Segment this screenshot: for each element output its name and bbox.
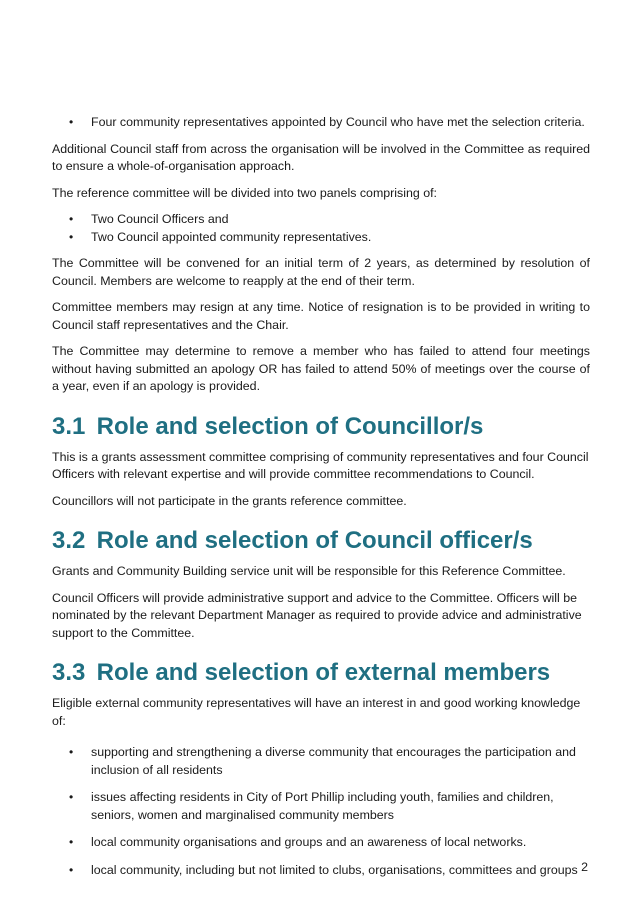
section-title: Role and selection of Council officer/s [96, 527, 533, 554]
list-item: • local community organisations and groups and an awareness of local networks. [52, 834, 590, 852]
section-number: 3.2 [52, 527, 86, 554]
list-item: • Four community representatives appointed by Council who have met the selection criteria. [52, 114, 590, 132]
external-members-bullet-list [52, 744, 590, 879]
page-number: 2 [581, 860, 588, 874]
section-title: Role and selection of Councillor/s [96, 412, 484, 440]
paragraph: The reference committee will be divided into two panels comprising of: [52, 185, 437, 200]
list-item: • Two Council Officers and [52, 211, 590, 229]
intro-bullet-list [52, 114, 590, 132]
section-heading-3-1 [52, 412, 590, 442]
list-item: • supporting and strengthening a diverse community that encourages the participation and inclusion of all residents [52, 744, 590, 779]
list-item: • issues affecting residents in City of Port Phillip including youth, families and children, seniors, women and marginalised community members [52, 789, 590, 824]
paragraph: The Committee may determine to remove a member who has failed to attend four meetings without having submitted an apology OR has failed to attend 50% of meetings over the course of a year, even if an apology is provided. [52, 344, 590, 393]
list-item: • local community, including but not limited to clubs, organisations, committees and groups [52, 862, 590, 880]
paragraph: Eligible external community representatives will have an interest in and good working knowledge of: [52, 696, 581, 728]
section-heading-3-2 [52, 526, 590, 556]
list-item: • Two Council appointed community representatives. [52, 229, 590, 247]
section-title: Role and selection of external members [96, 659, 551, 686]
section-heading-3-3 [52, 658, 590, 688]
document-page [52, 114, 590, 889]
paragraph: The Committee will be convened for an initial term of 2 years, as determined by resolution of Council. Members are welcome to reapply at the end of their term. [52, 256, 590, 288]
paragraph: Committee members may resign at any time. Notice of resignation is to be provided in writing to Council staff representatives and the Chair. [52, 300, 590, 332]
paragraph: Grants and Community Building service unit will be responsible for this Reference Committee. [52, 564, 566, 578]
paragraph: This is a grants assessment committee comprising of community representatives and four Council Officers with relevant expertise and will provide committee recommendations to Council. [52, 449, 589, 481]
paragraph: Council Officers will provide administrative support and advice to the Committee. Officers will be nominated by the relevant Department Manager as required to provide advice and administrative support to the Committee. [52, 590, 582, 640]
section-number: 3.3 [52, 659, 86, 686]
panel-bullet-list [52, 211, 590, 246]
section-number: 3.1 [52, 412, 86, 440]
paragraph: Additional Council staff from across the organisation will be involved in the Committee as required to ensure a whole-of-organisation approach. [52, 141, 590, 173]
paragraph: Councillors will not participate in the grants reference committee. [52, 493, 407, 508]
